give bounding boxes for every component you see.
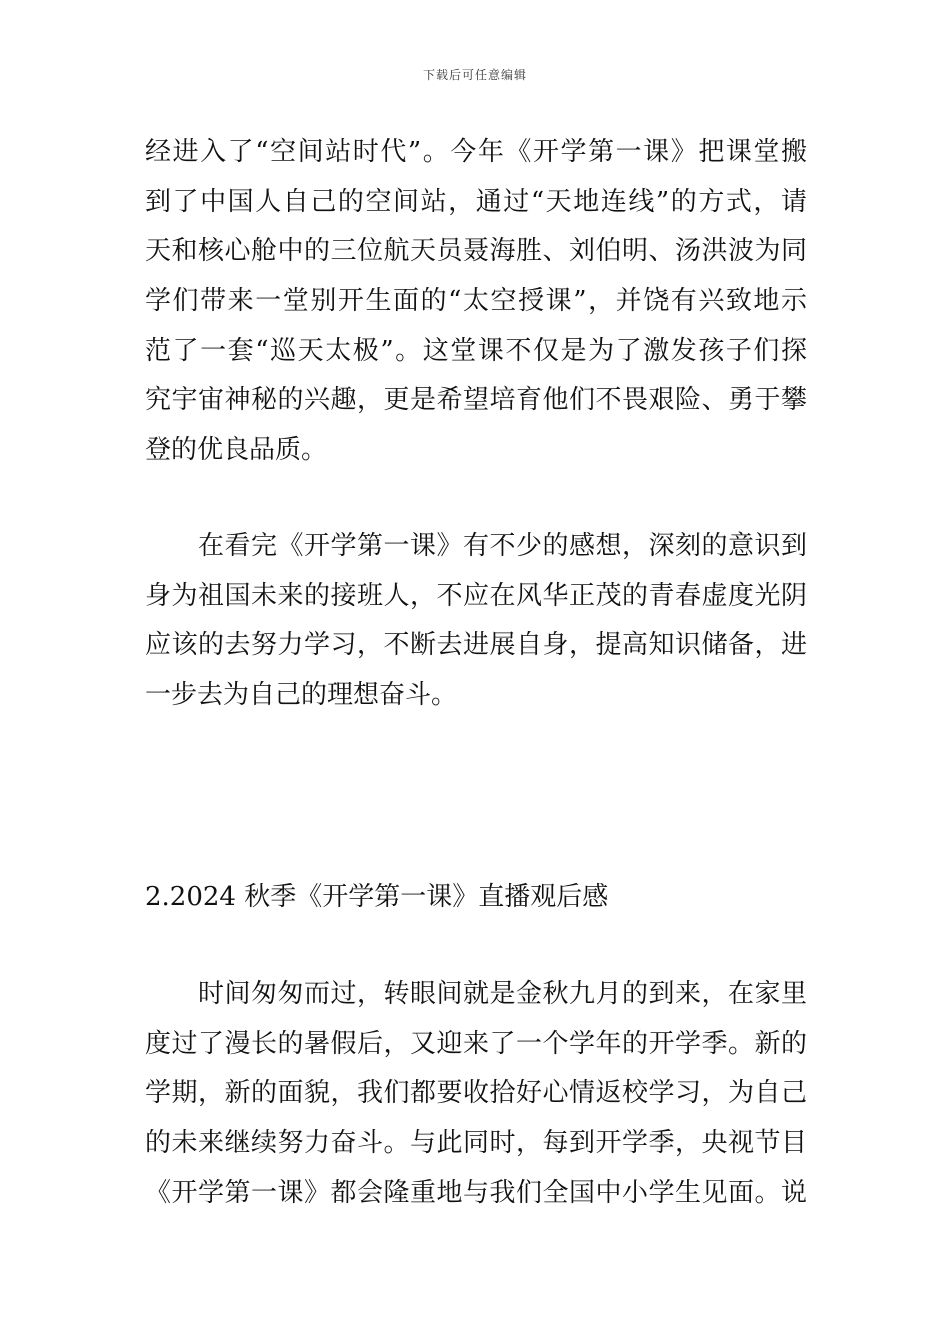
paragraph-line: 学们带来一堂别开生面的“太空授课”，并饶有兴致地示 [145, 286, 807, 317]
paragraph-line: 到了中国人自己的空间站，通过“天地连线”的方式，请 [145, 186, 807, 217]
paragraph-line: 经进入了“空间站时代”。今年《开学第一课》把课堂搬 [145, 137, 807, 167]
paragraph-line: 一步去为自己的理想奋斗。 [145, 680, 458, 711]
paragraph-space-station [145, 128, 807, 476]
page-header-note: 下载后可任意编辑 [422, 68, 527, 82]
paragraph-line: 应该的去努力学习，不断去进展自身，提高知识储备，进 [145, 630, 807, 661]
paragraph-autumn-semester [145, 970, 807, 1218]
paragraph-line: 《开学第一课》都会隆重地与我们全国中小学生见面。说 [145, 1177, 807, 1208]
paragraph-line: 天和核心舱中的三位航天员聂海胜、刘伯明、汤洪波为同 [145, 236, 807, 267]
paragraph-line: 范了一套“巡天太极”。这堂课不仅是为了激发孩子们探 [145, 335, 807, 366]
paragraph-line: 时间匆匆而过，转眼间就是金秋九月的到来，在家里 [145, 979, 807, 1009]
paragraph-line: 在看完《开学第一课》有不少的感想，深刻的意识到 [145, 531, 807, 561]
paragraph-line: 度过了漫长的暑假后，又迎来了一个学年的开学季。新的 [145, 1028, 807, 1059]
section-heading: 2.2024 秋季《开学第一课》直播观后感 [145, 882, 609, 912]
paragraph-reflection [145, 522, 807, 721]
paragraph-line: 身为祖国未来的接班人，不应在风华正茂的青春虚度光阴 [145, 580, 807, 611]
paragraph-line: 登的优良品质。 [145, 435, 328, 466]
paragraph-line: 究宇宙神秘的兴趣，更是希望培育他们不畏艰险、勇于攀 [145, 385, 807, 416]
paragraph-line: 学期，新的面貌，我们都要收拾好心情返校学习，为自己 [145, 1078, 807, 1109]
paragraph-line: 的未来继续努力奋斗。与此同时，每到开学季，央视节目 [145, 1128, 807, 1159]
